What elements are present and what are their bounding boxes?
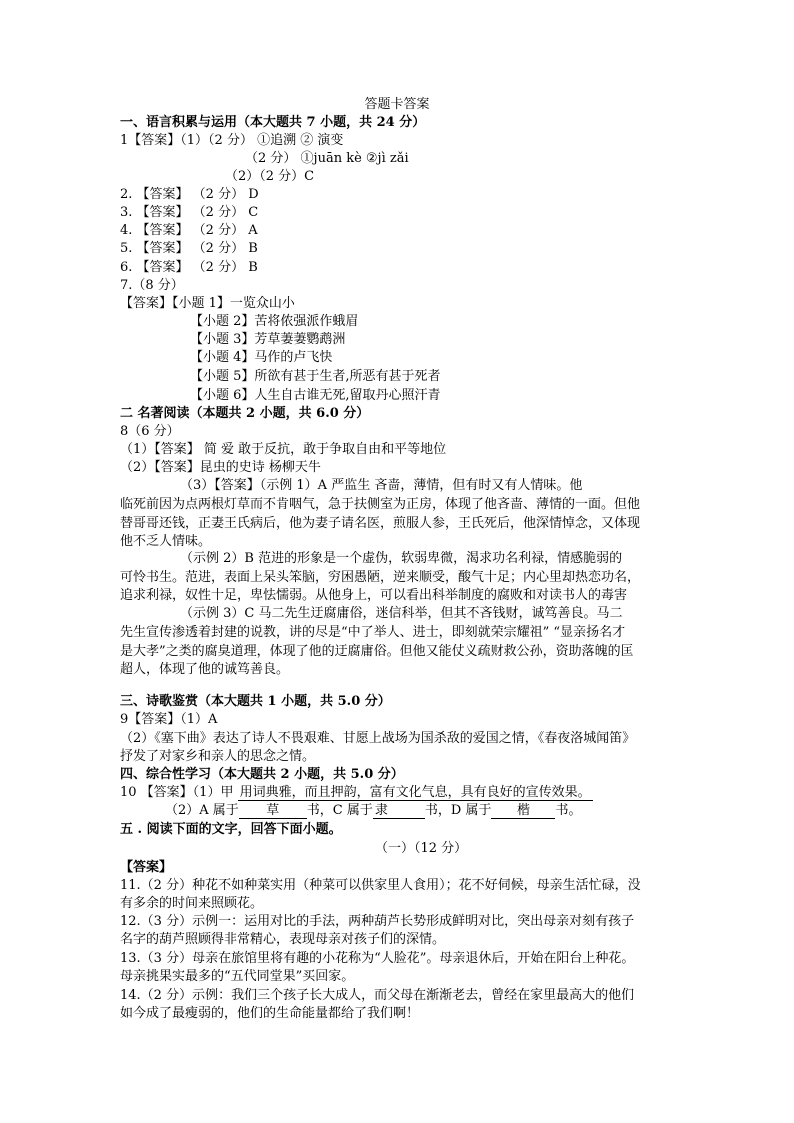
answer-q10-part2-text: 书，D 属于 — [424, 803, 492, 818]
answer-q10-part2-text: 书。 — [555, 803, 582, 818]
answer-q6: 6. 【答案】 （2 分） B — [120, 260, 258, 275]
answer-q8-example3-line: 先生宣传渗透着封建的说教，讲的尽是“中了举人、进士，即刻就荣宗耀祖” “显亲扬名才 — [120, 625, 626, 640]
answer-q7-item4: 【小题 4】马作的卢飞快 — [190, 350, 333, 365]
answer-q9-part1: 9【答案】（1）A — [120, 712, 218, 727]
answer-q5: 5. 【答案】 （2 分） B — [120, 241, 258, 256]
answer-q7-item2: 【小题 2】苦将侬强派作蛾眉 — [190, 314, 359, 329]
blank-fill: 隶 — [373, 803, 425, 819]
answer-q8-example2-line: （示例 2）B 范进的形象是一个虚伪，软弱卑微，渴求功名利禄，情感脆弱的 — [180, 551, 623, 566]
answer-label: 【答案】 — [120, 860, 173, 875]
answer-line: 有多余的时间来照顾花。 — [120, 896, 264, 911]
answer-q8-example1-line: 他不乏人情味。 — [120, 534, 212, 549]
answer-q4: 4. 【答案】 （2 分） A — [120, 223, 258, 238]
answer-q1-part2: （2）（2 分）C — [225, 169, 315, 184]
answer-line: 11.（2 分）种花不如种菜实用（种菜可以供家里人食用）；花不好伺候，母亲生活忙碌，没 — [120, 878, 641, 893]
answer-q3: 3. 【答案】 （2 分） C — [120, 205, 259, 220]
question-8-score: 8（6 分） — [120, 424, 180, 439]
answer-q8-example3-line: 是大孝”之类的腐臭道理，体现了他的迂腐庸俗。但他又能仗义疏财救公孙，资助落魄的匡 — [120, 644, 634, 659]
section-2-heading: 二 名著阅读（本题共 2 小题，共 6.0 分） — [120, 406, 370, 421]
answer-line: 母亲挑果实最多的“五代同堂果”买回家。 — [120, 969, 355, 984]
answer-q8-example3-line: 超人，体现了他的诚笃善良。 — [120, 662, 290, 677]
answer-q8-example3-line: （示例 3）C 马二先生迂腐庸俗，迷信科举，但其不吝钱财，诚笃善良。马二 — [180, 606, 623, 621]
answer-q10-part1 — [120, 784, 593, 802]
answer-q2: 2. 【答案】 （2 分） D — [120, 187, 259, 202]
answer-q8-example1-line: 临死前因为点两根灯草而不肯咽气，急于扶侧室为正房，体现了他吝啬、薄情的一面。但他 — [120, 497, 641, 512]
answer-q10-part2 — [165, 802, 581, 820]
answer-q10-label: 10 【答案】（1）甲 — [120, 785, 238, 800]
answer-q1-pinyin: （2 分） ①juān kè ②jì zǎi — [245, 151, 409, 166]
section-4-heading: 四、综合性学习（本大题共 2 小题，共 5.0 分） — [120, 767, 404, 782]
answer-q10-underlined-text: 用词典雅，而且押韵，富有文化气息，具有良好的宣传效果。 — [239, 785, 591, 800]
answer-q7-item3: 【小题 3】芳草萋萋鹦鹉洲 — [190, 332, 346, 347]
answer-q7-item6: 【小题 6】人生自古谁无死,留取丹心照汗青 — [190, 388, 441, 403]
answer-line: 13.（3 分）母亲在旅馆里将有趣的小花称为“人脸花”。母亲退休后，开始在阳台上种花。 — [120, 951, 635, 966]
answer-q8-example2-line: 追求利禄，奴性十足，卑怯懦弱。从他身上，可以看出科举制度的腐败和对读书人的毒害 — [120, 588, 628, 603]
answer-q8-example1-line: （3）【答案】（示例 1）A 严监生 吝啬，薄情，但有时又有人情味。他 — [180, 478, 583, 493]
answer-q9-part2-line: 抒发了对家乡和亲人的思念之情。 — [120, 749, 316, 764]
answer-q9-part2-line: （2）《塞下曲》表达了诗人不畏艰难、甘愿上战场为国杀敌的爱国之情，《春夜洛城闻笛》 — [120, 731, 636, 746]
answer-q10-part2-text: 书，C 属于 — [306, 803, 373, 818]
section-1-heading: 一、语言积累与运用（本大题共 7 小题，共 24 分） — [120, 115, 426, 130]
answer-q8-example1-line: 替哥哥还钱，正妻王氏病后，他为妻子请名医，煎服人参，王氏死后，他深情悼念，又体现 — [120, 516, 641, 531]
section-5-subheading: （一）（12 分） — [375, 841, 468, 856]
answer-q8-part2: （2）【答案】昆虫的史诗 杨柳天牛 — [120, 460, 321, 475]
answer-line: 14.（2 分）示例：我们三个孩子长大成人，而父母在渐渐老去，曾经在家里最高大的他们 — [120, 988, 635, 1003]
answer-q8-example2-line: 可怜书生。范进，表面上呆头笨脑，穷困愚陋，逆来顺受，酸气十足；内心里却热恋功名， — [120, 570, 641, 585]
page-title: 答题卡答案 — [364, 97, 430, 112]
answer-q10-part2-text: （2）A 属于 — [165, 803, 239, 818]
answer-q1-part1: 1【答案】（1）（2 分） ①追溯 ② 演变 — [120, 133, 344, 148]
question-7-score: 7.（8 分） — [120, 278, 184, 293]
answer-q7-item5: 【小题 5】所欲有甚于生者,所恶有甚于死者 — [190, 369, 441, 384]
answer-q7-item1: 【答案】【小题 1】一览众山小 — [120, 296, 295, 311]
blank-fill: 楷 — [491, 803, 555, 819]
answer-q8-part1: （1）【答案】 简 爱 敢于反抗，敢于争取自由和平等地位 — [120, 442, 447, 457]
section-3-heading: 三、诗歌鉴赏（本大题共 1 小题，共 5.0 分） — [120, 694, 391, 709]
answer-line: 12.（3 分）示例一：运用对比的手法，两种葫芦长势形成鲜明对比，突出母亲对刻有孩子 — [120, 914, 635, 929]
section-5-heading: 五 . 阅读下面的文字，回答下面小题。 — [120, 822, 342, 837]
answer-line: 如今成了最瘦弱的，他们的生命能量都给了我们啊！ — [120, 1006, 420, 1021]
answer-line: 名字的葫芦照顾得非常精心，表现母亲对孩子们的深情。 — [120, 932, 446, 947]
blank-fill: 草 — [239, 803, 307, 819]
